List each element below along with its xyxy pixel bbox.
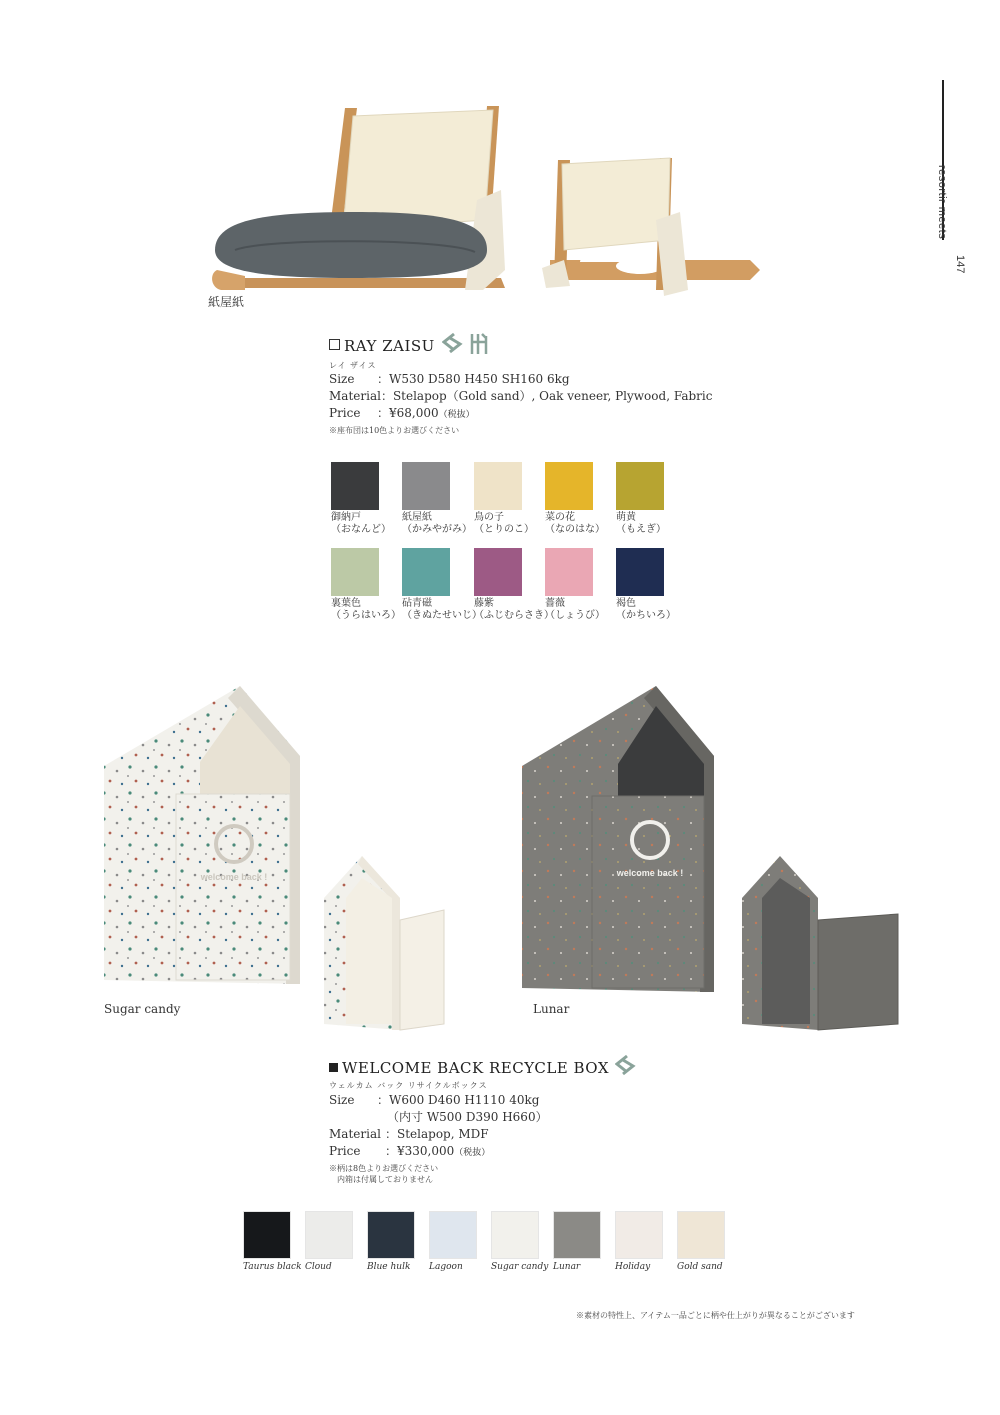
swatch-reading: （うらはいろ） xyxy=(331,610,401,621)
size-label: Size xyxy=(329,372,355,386)
material-label: Material xyxy=(329,389,381,403)
swatch-reading: （ふじむらさき） xyxy=(474,610,554,621)
caption-sugar-candy: Sugar candy xyxy=(104,1002,181,1016)
swatch-reading: （なのはな） xyxy=(545,524,605,535)
pattern-swatch-label: Gold sand xyxy=(677,1262,723,1272)
pattern-swatch xyxy=(367,1211,415,1259)
price-label: Price xyxy=(329,406,361,420)
cushion-swatch xyxy=(474,462,522,510)
cushion-swatch-label xyxy=(616,512,666,536)
tax-label: （税抜） xyxy=(438,410,475,420)
swatch-name: 褐色 xyxy=(616,598,636,609)
zaisu-specs xyxy=(329,371,712,424)
pattern-swatch-label: Lagoon xyxy=(429,1262,463,1272)
recycle-box-sugar-candy-photo xyxy=(100,684,485,1034)
recycle-title-text: WELCOME BACK RECYCLE BOX xyxy=(342,1059,610,1077)
swatch-reading: （おなんど） xyxy=(331,524,391,535)
swatch-name: 萌黄 xyxy=(616,512,636,523)
cushion-swatch-label xyxy=(402,598,482,622)
page-number: 147 xyxy=(954,255,966,274)
recycle-note xyxy=(329,1163,438,1185)
swatch-reading: （しょうび） xyxy=(545,610,605,621)
swatch-name: 裏葉色 xyxy=(331,598,361,609)
stelapop-mark-icon xyxy=(615,1052,641,1078)
cushion-swatch-label xyxy=(331,512,391,536)
cushion-swatch-label xyxy=(402,512,472,536)
cushion-swatch xyxy=(331,462,379,510)
pattern-swatch xyxy=(305,1211,353,1259)
swatch-reading: （きぬたせいじ） xyxy=(402,610,482,621)
pattern-swatch xyxy=(243,1211,291,1259)
size-inner-value: （内寸 W500 D390 H660） xyxy=(387,1110,548,1124)
cushion-swatch xyxy=(616,548,664,596)
cushion-swatch-label xyxy=(331,598,401,622)
price-label: Price xyxy=(329,1144,361,1158)
zaisu-photo-caption: 紙屋紙 xyxy=(208,295,245,309)
pattern-swatch-label: Taurus black xyxy=(243,1262,302,1272)
recycle-specs xyxy=(329,1092,548,1162)
zaisu-chair-photo xyxy=(205,100,515,305)
recycle-note-2: 内箱は付属しておりません xyxy=(337,1175,433,1184)
box-text-left: welcome back ! xyxy=(200,872,268,882)
swatch-reading: （かみやがみ） xyxy=(402,524,472,535)
recycle-title xyxy=(329,1059,609,1077)
pattern-swatch-label: Holiday xyxy=(615,1262,651,1272)
box-text-right: welcome back ! xyxy=(616,868,684,878)
zaisu-folded-photo xyxy=(540,150,765,300)
zaisu-note: ※座布団は10色よりお選びください xyxy=(329,426,460,435)
price-value: ：¥68,000 xyxy=(377,406,439,420)
material-value: ：Stelapop（Gold sand）, Oak veneer, Plywood, Fabric xyxy=(380,389,713,403)
pattern-swatch xyxy=(491,1211,539,1259)
pattern-swatch xyxy=(429,1211,477,1259)
recycle-note-1: ※柄は8色よりお選びください xyxy=(329,1164,439,1173)
zaisu-title-text: RAY ZAISU xyxy=(344,337,435,355)
cushion-swatch xyxy=(402,548,450,596)
tax-label: （税抜） xyxy=(454,1148,491,1158)
open-square-icon xyxy=(329,339,340,350)
pattern-swatch xyxy=(677,1211,725,1259)
swatch-reading: （かちいろ） xyxy=(616,610,676,621)
cushion-swatch-label xyxy=(474,512,534,536)
size-label: Size xyxy=(329,1093,355,1107)
cushion-swatch xyxy=(545,548,593,596)
swatch-name: 紙屋紙 xyxy=(402,512,432,523)
price-value: ：¥330,000 xyxy=(385,1144,455,1158)
swatch-name: 鳥の子 xyxy=(474,512,504,523)
cushion-swatch-label xyxy=(616,598,676,622)
pattern-swatch-label: Blue hulk xyxy=(367,1262,411,1272)
swatch-name: 砧青磁 xyxy=(402,598,432,609)
pattern-swatch xyxy=(553,1211,601,1259)
caption-lunar: Lunar xyxy=(533,1002,570,1016)
cushion-swatch-label xyxy=(545,512,605,536)
cushion-swatch xyxy=(474,548,522,596)
swatch-name: 御納戸 xyxy=(331,512,361,523)
swatch-reading: （とりのこ） xyxy=(474,524,534,535)
zaisu-title xyxy=(329,337,435,355)
pattern-swatch-label: Sugar candy xyxy=(491,1262,549,1272)
cushion-swatch xyxy=(402,462,450,510)
swatch-name: 菜の花 xyxy=(545,512,575,523)
swatch-name: 薔薇 xyxy=(545,598,565,609)
pattern-swatch xyxy=(615,1211,663,1259)
recycle-kana: ウェルカム バック リサイクルボックス xyxy=(329,1081,488,1090)
stelapop-logo-icon xyxy=(442,330,492,356)
recycle-box-lunar-photo xyxy=(518,684,903,1034)
footer-note: ※素材の特性上、アイテム一品ごとに柄や仕上がりが異なることがございます xyxy=(576,1311,855,1320)
filled-square-icon xyxy=(329,1063,338,1072)
material-label: Material xyxy=(329,1127,381,1141)
side-section-label: resortir meets xyxy=(936,165,948,240)
zaisu-kana: レイ ザイス xyxy=(329,361,377,370)
swatch-name: 藤紫 xyxy=(474,598,494,609)
pattern-swatch-label: Cloud xyxy=(305,1262,332,1272)
material-value: ：Stelapop, MDF xyxy=(385,1127,489,1141)
cushion-swatch xyxy=(331,548,379,596)
size-value: ：W530 D580 H450 SH160 6kg xyxy=(377,372,570,386)
cushion-swatch xyxy=(545,462,593,510)
cushion-swatch xyxy=(616,462,664,510)
cushion-swatch-label xyxy=(474,598,554,622)
pattern-swatch-label: Lunar xyxy=(553,1262,581,1272)
cushion-swatch-label xyxy=(545,598,605,622)
swatch-reading: （もえぎ） xyxy=(616,524,666,535)
size-value: ：W600 D460 H1110 40kg xyxy=(377,1093,540,1107)
